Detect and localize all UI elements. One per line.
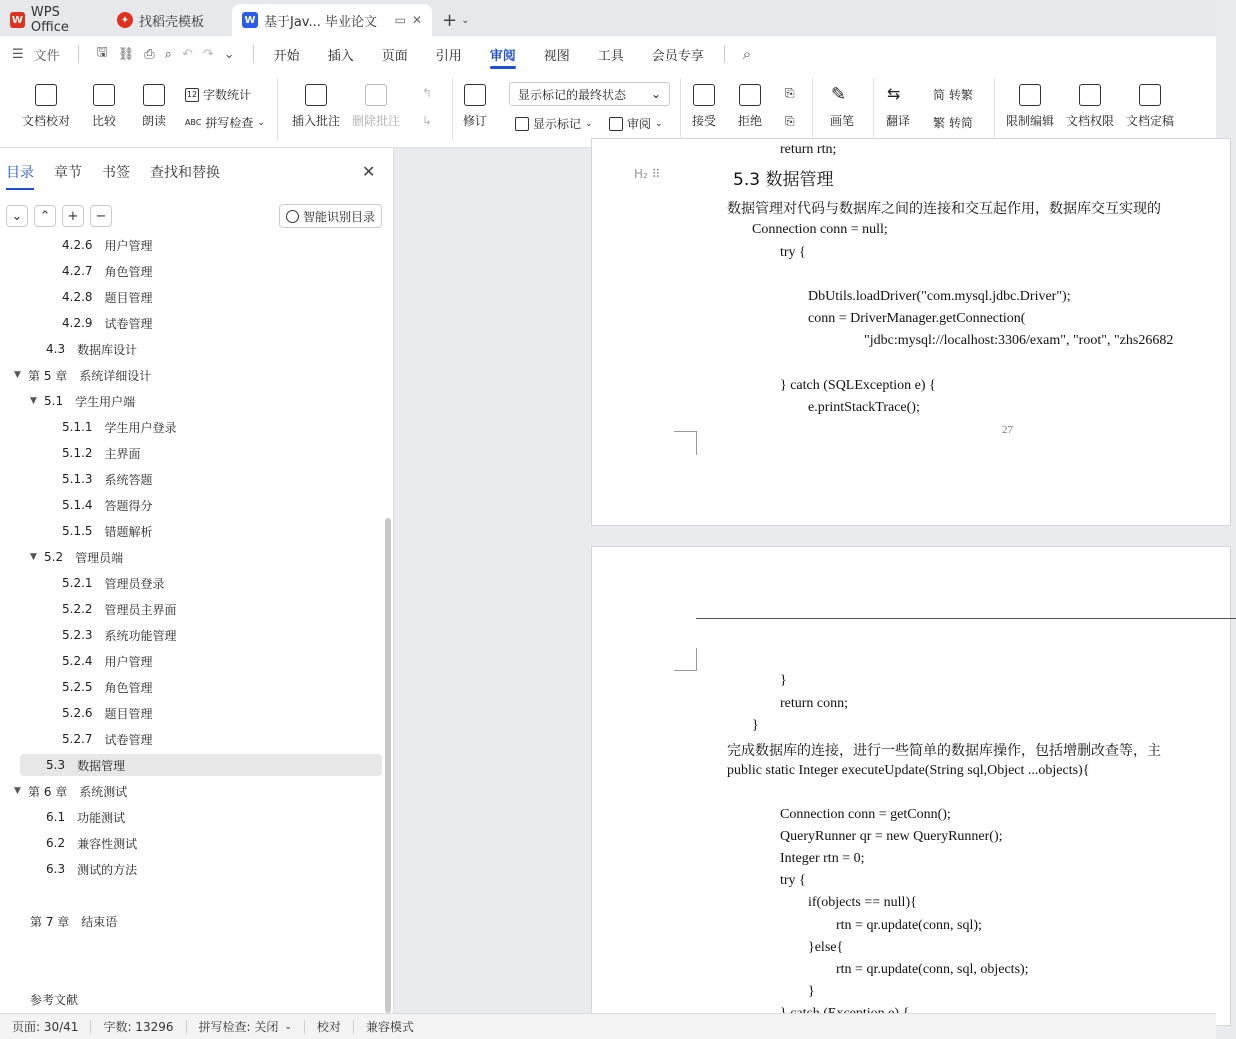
toc-item-number: 5.2 — [44, 550, 64, 564]
doc-proof-button[interactable]: 文档校对 — [22, 84, 70, 129]
word-count-button[interactable]: 12 字数统计 — [186, 88, 252, 102]
add-heading-button[interactable]: + — [62, 205, 84, 227]
chevron-down-icon: ⌄ — [655, 118, 663, 129]
toc-item[interactable] — [62, 572, 165, 594]
code-line: "jdbc:mysql://localhost:3306/exam", "root", "zhs26682 — [864, 333, 1174, 348]
tab-toc[interactable]: 目录 — [0, 162, 40, 184]
nav-scrollbar[interactable] — [385, 518, 391, 1013]
pen-icon: ✎ — [831, 84, 847, 105]
toc-item-title: 系统答题 — [104, 472, 153, 487]
divider — [873, 78, 874, 140]
toc-item[interactable] — [30, 546, 123, 568]
to-simplified-button[interactable]: 繁 转简 — [933, 116, 974, 130]
toc-item[interactable] — [30, 988, 78, 1010]
code-line: } — [808, 984, 815, 999]
save-icon[interactable]: 🖫 — [96, 45, 108, 60]
heading-level-marker[interactable]: H₂ ⠿ — [634, 167, 661, 181]
smart-toc-button[interactable]: 智能识别目录 — [279, 204, 382, 228]
toc-item-number: 5.2.2 — [62, 602, 93, 616]
code-line: e.printStackTrace(); — [808, 400, 920, 415]
insert-comment-button[interactable]: 插入批注 — [292, 84, 340, 129]
prev-comment-icon[interactable]: ↰ — [422, 86, 433, 100]
doc-finalize-button[interactable]: 文档定稿 — [1126, 84, 1174, 129]
plus-icon: + — [442, 9, 458, 31]
toc-item[interactable] — [62, 676, 153, 698]
restrict-edit-button[interactable]: 限制编辑 — [1006, 84, 1054, 129]
toc-item[interactable] — [62, 702, 153, 724]
word-count-icon: 12 — [185, 88, 199, 102]
code-line: } — [752, 718, 759, 733]
nav-tabs — [0, 162, 234, 184]
toc-item-number: 第 5 章 — [28, 368, 68, 383]
toc-item-number: 6.2 — [46, 836, 66, 850]
spell-check-status[interactable]: 拼写检查: 关闭 ⌄ — [187, 1020, 305, 1034]
compare-icon — [93, 84, 115, 106]
tab-label: WPS Office — [30, 5, 69, 35]
tab-label: 基于Jav... 毕业论文 — [264, 14, 378, 30]
expand-down-button[interactable]: ⌄ — [6, 205, 28, 227]
doc-permission-icon — [1079, 84, 1101, 106]
code-line: Integer rtn = 0; — [780, 851, 865, 866]
toc-item-number: 5.2.5 — [62, 680, 93, 694]
toc-item-title: 功能测试 — [77, 810, 126, 825]
word-count-indicator[interactable]: 字数: 13296 — [91, 1020, 186, 1034]
toc-item-number: 5.3 — [46, 758, 66, 772]
redo-icon[interactable]: ↷ — [202, 46, 214, 62]
divider — [452, 78, 453, 140]
delete-comment-button[interactable]: 删除批注 — [352, 84, 400, 129]
crop-mark — [674, 648, 697, 671]
toc-item-number: 4.2.7 — [62, 264, 93, 278]
toc-item-number: 5.2.6 — [62, 706, 93, 720]
toc-item-number: 5.1.5 — [62, 524, 93, 538]
toc-item-title: 题目管理 — [104, 290, 153, 305]
toc-item[interactable] — [62, 520, 153, 542]
spell-check-icon: ABC — [185, 118, 202, 127]
doc-finalize-icon — [1139, 84, 1161, 106]
toc-item-number: 5.1.1 — [62, 420, 93, 434]
toc-item-title: 数据管理 — [77, 758, 126, 773]
toc-item-number: 4.3 — [46, 342, 66, 356]
toc-item-title: 试卷管理 — [104, 316, 153, 331]
code-line: } catch (SQLException e) { — [780, 378, 936, 393]
chevron-down-icon: ⌄ — [284, 1021, 292, 1032]
collapse-up-button[interactable]: ⌃ — [34, 205, 56, 227]
restrict-edit-icon — [1019, 84, 1041, 106]
toc-item[interactable] — [46, 858, 137, 880]
code-line: try { — [780, 873, 806, 888]
insert-comment-icon — [305, 84, 327, 106]
toc-item[interactable] — [46, 832, 137, 854]
docer-icon: ✦ — [117, 12, 133, 28]
toc-item-number: 4.2.6 — [62, 238, 93, 252]
toc-item-number: 5.1.3 — [62, 472, 93, 486]
toc-item[interactable] — [62, 442, 141, 464]
wps-logo-icon: W — [10, 12, 25, 28]
navigation-pane — [0, 148, 394, 1013]
toc-item[interactable] — [46, 806, 125, 828]
toc-item-title: 系统测试 — [79, 784, 128, 799]
close-icon[interactable]: ✕ — [362, 162, 376, 181]
toc-item-number: 5.2.7 — [62, 732, 93, 746]
menu-bar — [0, 36, 1216, 72]
toc-item[interactable] — [46, 338, 137, 360]
next-change-icon[interactable]: ⎘ — [785, 114, 795, 128]
tab-label: 找稻壳模板 — [139, 14, 205, 30]
hamburger-menu-icon[interactable]: ☰ — [12, 46, 24, 62]
page-28 — [591, 546, 1231, 1026]
toc-item-number: 4.2.9 — [62, 316, 93, 330]
proof-status[interactable]: 校对 — [305, 1020, 354, 1034]
code-line: if(objects == null){ — [808, 895, 917, 910]
doc-proof-icon — [35, 84, 57, 106]
code-line: } — [780, 673, 787, 688]
writer-doc-icon: W — [242, 12, 258, 28]
code-line: DbUtils.loadDriver("com.mysql.jdbc.Driver"); — [808, 289, 1071, 304]
toc-item-title: 角色管理 — [104, 680, 153, 695]
page-number: 27 — [1002, 424, 1013, 436]
divider — [680, 78, 681, 140]
toc-item-number: 6.1 — [46, 810, 66, 824]
divider — [253, 45, 254, 63]
review-pane-icon — [609, 117, 623, 131]
toc-list — [0, 238, 386, 1013]
header-rule — [696, 618, 1236, 619]
doc-permission-button[interactable]: 文档权限 — [1066, 84, 1114, 129]
chevron-down-icon: ⌄ — [585, 118, 593, 129]
document-area — [395, 142, 1216, 1013]
toc-item[interactable] — [62, 650, 153, 672]
toc-item[interactable] — [62, 728, 153, 750]
divider — [277, 78, 278, 140]
compare-button[interactable]: 比较 — [92, 84, 116, 129]
toc-item[interactable] — [62, 312, 153, 334]
code-line: try { — [780, 245, 806, 260]
page-27 — [591, 138, 1231, 526]
toc-item-title: 答题得分 — [104, 498, 153, 513]
toc-item[interactable] — [30, 390, 135, 412]
toc-item-title: 管理员端 — [75, 550, 124, 565]
read-aloud-button[interactable]: 朗读 — [142, 84, 166, 129]
close-tab-icon[interactable]: ✕ — [411, 13, 422, 27]
toc-item[interactable] — [14, 780, 127, 802]
status-bar — [0, 1013, 1216, 1039]
compat-mode-status: 兼容模式 — [365, 1020, 414, 1034]
toc-item-number: 4.2.8 — [62, 290, 93, 304]
toc-item[interactable] — [62, 416, 177, 438]
traditional-icon: 简 — [933, 88, 946, 102]
toc-item-title: 管理员主界面 — [104, 602, 177, 617]
print-icon[interactable]: ⎙ — [144, 46, 155, 62]
expand-arrow-icon[interactable]: ▼ — [30, 552, 37, 562]
toc-item[interactable] — [20, 754, 382, 776]
prev-change-icon[interactable]: ⎘ — [785, 86, 795, 100]
expand-arrow-icon[interactable]: ▼ — [30, 396, 37, 406]
pen-button[interactable]: ✎ 画笔 — [830, 84, 855, 128]
code-line: return conn; — [780, 696, 849, 711]
menu-insert[interactable]: 插入 — [327, 48, 354, 64]
tab-chapters[interactable]: 章节 — [54, 165, 82, 181]
file-menu[interactable]: 文件 — [33, 48, 60, 64]
menu-references[interactable]: 引用 — [435, 48, 462, 64]
expand-arrow-icon[interactable]: ▼ — [14, 786, 21, 796]
toc-item-title: 用户管理 — [104, 654, 153, 669]
remove-heading-button[interactable]: − — [90, 205, 112, 227]
toc-item-number: 5.2.4 — [62, 654, 93, 668]
toc-item-title: 系统详细设计 — [79, 368, 152, 383]
menu-membership[interactable]: 会员专享 — [651, 48, 704, 64]
page-indicator[interactable]: 页面: 30/41 — [0, 1020, 91, 1034]
track-changes-button[interactable]: 修订 — [463, 84, 487, 129]
toc-item-title: 数据库设计 — [77, 342, 138, 357]
code-line: rtn = qr.update(conn, sql, objects); — [836, 962, 1029, 977]
link-icon[interactable]: ⛓ — [117, 46, 135, 62]
toc-item[interactable] — [62, 598, 177, 620]
undo-icon[interactable]: ↶ — [181, 46, 193, 62]
menu-tools[interactable]: 工具 — [597, 48, 624, 64]
review-pane-button[interactable]: 审阅 ⌄ — [609, 115, 663, 132]
toc-item-title: 用户管理 — [104, 238, 153, 253]
toc-item[interactable] — [62, 468, 153, 490]
read-aloud-icon — [143, 84, 165, 106]
reject-button[interactable]: 拒绝 — [738, 84, 762, 129]
tab-document[interactable] — [232, 4, 432, 36]
next-comment-icon[interactable]: ↳ — [422, 114, 433, 128]
track-changes-icon — [464, 84, 486, 106]
toc-item-title: 系统功能管理 — [104, 628, 177, 643]
chevron-down-icon: ⌄ — [650, 87, 661, 101]
to-traditional-button[interactable]: 简 转繁 — [933, 88, 974, 102]
menu-home[interactable]: 开始 — [273, 48, 300, 64]
crop-mark — [674, 431, 697, 455]
toc-item-number: 第 7 章 — [30, 914, 70, 929]
code-line: Connection conn = null; — [752, 222, 888, 237]
toc-item-title: 角色管理 — [104, 264, 153, 279]
divider — [994, 78, 995, 140]
divider — [812, 78, 813, 140]
toc-item[interactable] — [14, 364, 151, 386]
code-line: }else{ — [808, 940, 844, 955]
tab-wps-office[interactable] — [0, 4, 107, 36]
toc-item-number: 5.1 — [44, 394, 64, 408]
tab-bookmarks[interactable]: 书签 — [102, 165, 130, 181]
toc-item-title: 兼容性测试 — [77, 836, 138, 851]
chevron-down-icon: ⌄ — [461, 14, 470, 26]
section-heading: 5.3 数据管理 — [733, 170, 834, 190]
search-icon[interactable]: ⌕ — [742, 45, 752, 63]
accept-icon — [693, 84, 715, 106]
code-line: conn = DriverManager.getConnection( — [808, 311, 1026, 326]
title-bar — [0, 0, 1216, 36]
toc-item-title: 测试的方法 — [77, 862, 138, 877]
show-markup-button[interactable]: 显示标记 ⌄ — [515, 115, 593, 132]
smart-icon — [286, 210, 299, 223]
menu-page[interactable]: 页面 — [381, 48, 408, 64]
delete-comment-icon — [365, 84, 387, 106]
menu-review[interactable]: 审阅 — [476, 36, 530, 72]
toc-item-number: 第 6 章 — [28, 784, 68, 799]
spell-check-button[interactable]: ABC 拼写检查 ⌄ — [185, 116, 265, 130]
toc-item-title: 题目管理 — [104, 706, 153, 721]
toc-item-title: 主界面 — [104, 446, 141, 461]
code-line: Connection conn = getConn(); — [780, 807, 951, 822]
ribbon-review — [0, 72, 1216, 148]
code-line: public static Integer executeUpdate(String sql,Object ...objects){ — [727, 763, 1090, 778]
toc-item-title: 错题解析 — [104, 524, 153, 539]
accept-button[interactable]: 接受 — [692, 84, 716, 129]
toc-item[interactable] — [62, 286, 153, 308]
new-tab-button[interactable] — [432, 4, 479, 36]
reject-icon — [739, 84, 761, 106]
toc-item-title: 管理员登录 — [104, 576, 165, 591]
toc-item-title: 参考文献 — [30, 992, 79, 1007]
toc-item-number: 5.1.4 — [62, 498, 93, 512]
toc-item-title: 试卷管理 — [104, 732, 153, 747]
chevron-down-icon: ⌄ — [257, 117, 265, 128]
translate-button[interactable]: ⇆ 翻译 — [886, 84, 911, 128]
tab-docer[interactable] — [107, 4, 232, 36]
toc-item-number: 5.2.3 — [62, 628, 93, 642]
toc-item-title: 结束语 — [81, 914, 118, 929]
code-line: QueryRunner qr = new QueryRunner(); — [780, 829, 1003, 844]
chevron-down-icon[interactable]: ⌄ — [223, 46, 235, 62]
divider — [724, 45, 725, 63]
toc-item-title: 学生用户端 — [75, 394, 136, 409]
print-preview-icon[interactable]: ⌕ — [164, 46, 172, 62]
toc-item-number: 6.3 — [46, 862, 66, 876]
toc-item[interactable] — [62, 624, 177, 646]
markup-state-select[interactable]: 显示标记的最终状态 ⌄ — [509, 82, 670, 106]
show-markup-icon — [515, 117, 529, 131]
translate-icon: ⇆ — [887, 84, 901, 103]
toc-item[interactable] — [62, 234, 153, 256]
expand-arrow-icon[interactable]: ▼ — [14, 370, 21, 380]
toc-item-number: 5.1.2 — [62, 446, 93, 460]
divider — [78, 45, 79, 63]
tab-find-replace[interactable]: 查找和替换 — [150, 165, 220, 181]
toc-item-number: 5.2.1 — [62, 576, 93, 590]
toc-item[interactable] — [62, 260, 153, 282]
body-paragraph: 完成数据库的连接，进行一些简单的数据库操作，包括增删改查等，主 — [727, 743, 1161, 759]
code-line: return rtn; — [780, 142, 837, 157]
simplified-icon: 繁 — [933, 116, 946, 130]
toc-item-title: 学生用户登录 — [104, 420, 177, 435]
toc-item[interactable] — [30, 910, 117, 932]
code-line: rtn = qr.update(conn, sql); — [836, 918, 982, 933]
body-paragraph: 数据管理对代码与数据库之间的连接和交互起作用，数据库交互实现的 — [727, 201, 1161, 217]
toc-controls — [6, 205, 112, 227]
window-restore-icon[interactable]: ▭ — [394, 13, 406, 27]
toc-item[interactable] — [62, 494, 153, 516]
menu-view[interactable]: 视图 — [543, 48, 570, 64]
